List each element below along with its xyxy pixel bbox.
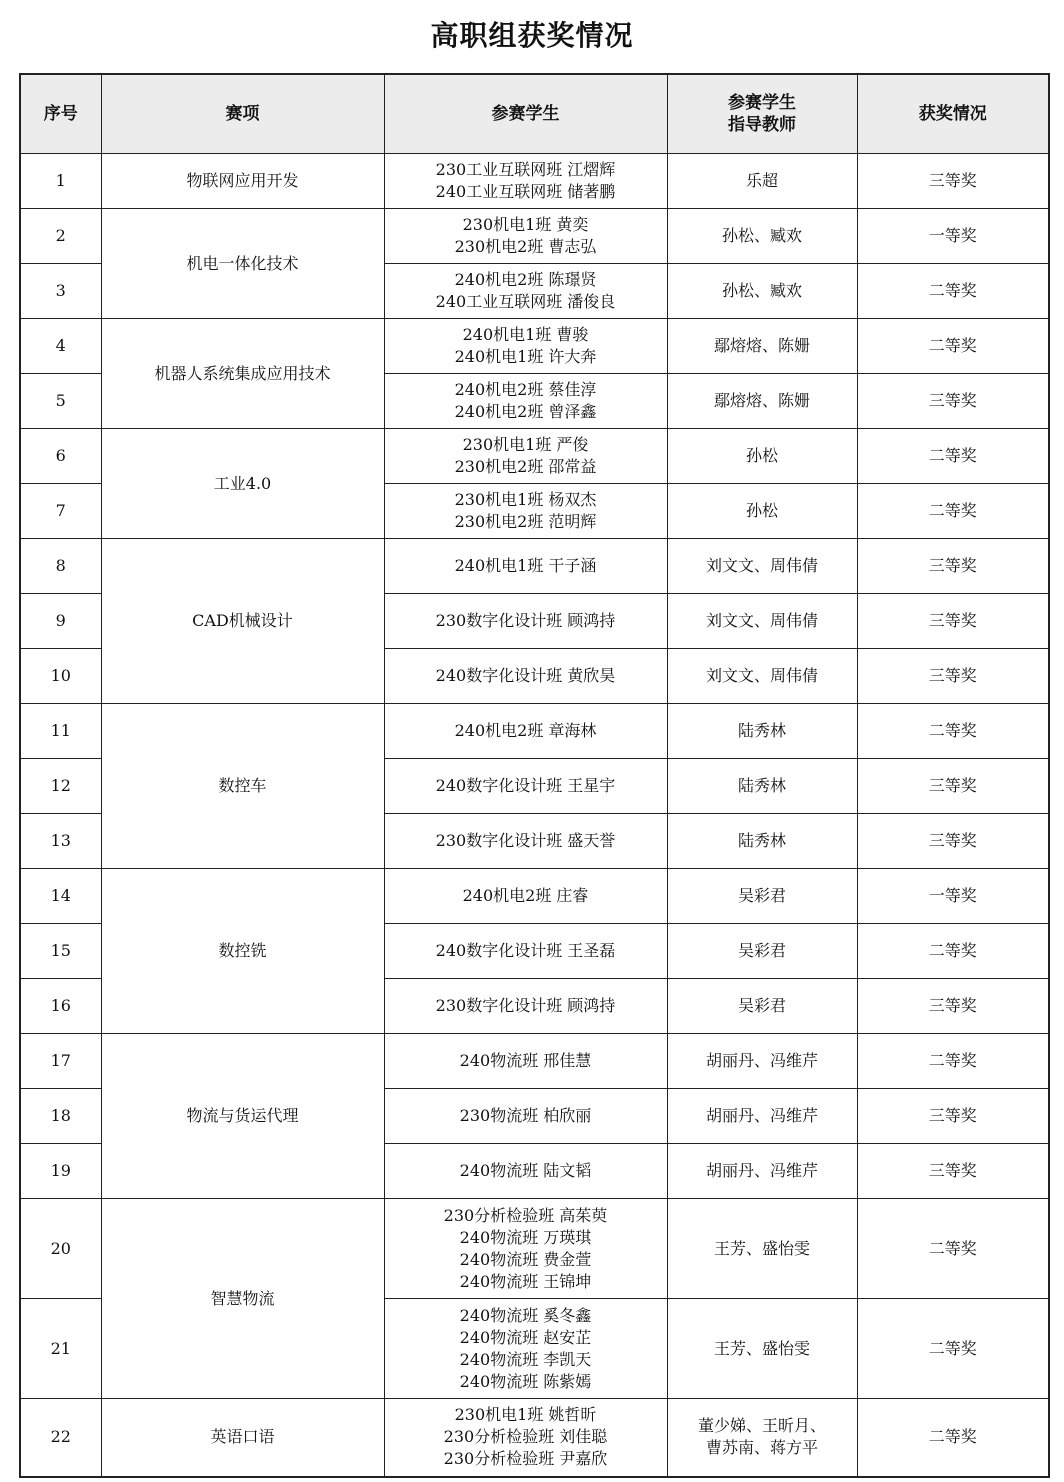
- row-no: 4: [20, 319, 101, 374]
- row-teacher: 胡丽丹、冯维芹: [667, 1089, 857, 1144]
- row-students: 240机电2班 蔡佳淳 240机电2班 曾泽鑫: [384, 374, 667, 429]
- row-no: 6: [20, 429, 101, 484]
- row-award: 二等奖: [857, 429, 1049, 484]
- row-no: 5: [20, 374, 101, 429]
- row-award: 二等奖: [857, 319, 1049, 374]
- row-teacher: 乐超: [667, 154, 857, 209]
- table-row: [20, 539, 1049, 594]
- row-event: 物联网应用开发: [101, 154, 384, 209]
- row-teacher: 陆秀林: [667, 759, 857, 814]
- header-no: 序号: [20, 74, 101, 154]
- row-award: 二等奖: [857, 484, 1049, 539]
- row-students: 240物流班 邢佳慧: [384, 1034, 667, 1089]
- row-teacher: 陆秀林: [667, 704, 857, 759]
- row-teacher: 鄢熔熔、陈姗: [667, 374, 857, 429]
- row-award: 三等奖: [857, 759, 1049, 814]
- row-award: 一等奖: [857, 209, 1049, 264]
- row-no: 18: [20, 1089, 101, 1144]
- table-row: [20, 154, 1049, 209]
- row-award: 二等奖: [857, 704, 1049, 759]
- row-award: 三等奖: [857, 649, 1049, 704]
- row-no: 2: [20, 209, 101, 264]
- row-no: 15: [20, 924, 101, 979]
- header-teacher: 参赛学生 指导教师: [667, 74, 857, 154]
- row-event: 机器人系统集成应用技术: [101, 319, 384, 429]
- row-teacher: 孙松: [667, 429, 857, 484]
- row-students: 230数字化设计班 顾鸿持: [384, 979, 667, 1034]
- row-students: 240机电2班 陈璟贤 240工业互联网班 潘俊良: [384, 264, 667, 319]
- row-students: 240机电1班 曹骏 240机电1班 许大奔: [384, 319, 667, 374]
- row-students: 230数字化设计班 盛天誉: [384, 814, 667, 869]
- row-students: 230数字化设计班 顾鸿持: [384, 594, 667, 649]
- row-no: 17: [20, 1034, 101, 1089]
- row-teacher: 陆秀林: [667, 814, 857, 869]
- row-teacher: 董少娣、王昕月、 曹苏南、蒋方平: [667, 1399, 857, 1477]
- awards-table: [19, 73, 1050, 1478]
- row-students: 240数字化设计班 王星宇: [384, 759, 667, 814]
- row-event: 智慧物流: [101, 1199, 384, 1399]
- row-students: 230机电1班 杨双杰 230机电2班 范明辉: [384, 484, 667, 539]
- row-students: 240物流班 陆文韬: [384, 1144, 667, 1199]
- row-students: 230机电1班 黄奕 230机电2班 曹志弘: [384, 209, 667, 264]
- row-award: 三等奖: [857, 979, 1049, 1034]
- row-no: 21: [20, 1299, 101, 1399]
- row-teacher: 王芳、盛怡雯: [667, 1199, 857, 1299]
- header-award: 获奖情况: [857, 74, 1049, 154]
- table-row: [20, 319, 1049, 374]
- row-no: 16: [20, 979, 101, 1034]
- row-award: 二等奖: [857, 264, 1049, 319]
- table-row: [20, 429, 1049, 484]
- row-event: 工业4.0: [101, 429, 384, 539]
- row-no: 12: [20, 759, 101, 814]
- row-teacher: 孙松: [667, 484, 857, 539]
- row-no: 1: [20, 154, 101, 209]
- row-event: 英语口语: [101, 1399, 384, 1477]
- row-no: 22: [20, 1399, 101, 1477]
- row-no: 9: [20, 594, 101, 649]
- row-teacher: 孙松、臧欢: [667, 264, 857, 319]
- row-students: 240机电1班 干子涵: [384, 539, 667, 594]
- row-students: 240数字化设计班 黄欣昊: [384, 649, 667, 704]
- row-no: 10: [20, 649, 101, 704]
- row-award: 二等奖: [857, 1199, 1049, 1299]
- header-students: 参赛学生: [384, 74, 667, 154]
- row-teacher: 吴彩君: [667, 869, 857, 924]
- table-row: [20, 1399, 1049, 1477]
- row-no: 19: [20, 1144, 101, 1199]
- row-award: 三等奖: [857, 1144, 1049, 1199]
- row-students: 230分析检验班 高茱萸 240物流班 万瑛琪 240物流班 费金萱 240物流班 王锦坤: [384, 1199, 667, 1299]
- row-students: 230机电1班 姚哲昕 230分析检验班 刘佳聪 230分析检验班 尹嘉欣: [384, 1399, 667, 1477]
- row-teacher: 刘文文、周伟倩: [667, 539, 857, 594]
- row-students: 230机电1班 严俊 230机电2班 邵常益: [384, 429, 667, 484]
- row-teacher: 吴彩君: [667, 924, 857, 979]
- header-row: [20, 74, 1049, 154]
- row-award: 二等奖: [857, 924, 1049, 979]
- row-no: 11: [20, 704, 101, 759]
- row-award: 三等奖: [857, 814, 1049, 869]
- row-students: 230工业互联网班 江熠辉 240工业互联网班 储著鹏: [384, 154, 667, 209]
- row-no: 14: [20, 869, 101, 924]
- row-event: CAD机械设计: [101, 539, 384, 704]
- page-title: 高职组获奖情况: [430, 19, 634, 52]
- row-students: 230物流班 柏欣丽: [384, 1089, 667, 1144]
- row-award: 二等奖: [857, 1299, 1049, 1399]
- row-award: 三等奖: [857, 594, 1049, 649]
- row-award: 二等奖: [857, 1034, 1049, 1089]
- row-no: 3: [20, 264, 101, 319]
- row-award: 三等奖: [857, 374, 1049, 429]
- row-teacher: 胡丽丹、冯维芹: [667, 1034, 857, 1089]
- row-teacher: 胡丽丹、冯维芹: [667, 1144, 857, 1199]
- row-award: 一等奖: [857, 869, 1049, 924]
- row-award: 三等奖: [857, 154, 1049, 209]
- table-row: [20, 209, 1049, 264]
- row-award: 三等奖: [857, 539, 1049, 594]
- row-students: 240物流班 奚冬鑫 240物流班 赵安芷 240物流班 李凯天 240物流班 陈紫嫣: [384, 1299, 667, 1399]
- row-teacher: 刘文文、周伟倩: [667, 649, 857, 704]
- row-teacher: 吴彩君: [667, 979, 857, 1034]
- row-students: 240机电2班 章海林: [384, 704, 667, 759]
- row-no: 7: [20, 484, 101, 539]
- row-event: 物流与货运代理: [101, 1034, 384, 1199]
- row-no: 8: [20, 539, 101, 594]
- table-row: [20, 869, 1049, 924]
- row-teacher: 刘文文、周伟倩: [667, 594, 857, 649]
- table-row: [20, 1199, 1049, 1299]
- row-event: 机电一体化技术: [101, 209, 384, 319]
- row-no: 20: [20, 1199, 101, 1299]
- row-award: 二等奖: [857, 1399, 1049, 1477]
- row-teacher: 鄢熔熔、陈姗: [667, 319, 857, 374]
- row-teacher: 王芳、盛怡雯: [667, 1299, 857, 1399]
- table-row: [20, 1034, 1049, 1089]
- row-event: 数控车: [101, 704, 384, 869]
- row-no: 13: [20, 814, 101, 869]
- row-students: 240数字化设计班 王圣磊: [384, 924, 667, 979]
- row-teacher: 孙松、臧欢: [667, 209, 857, 264]
- row-award: 三等奖: [857, 1089, 1049, 1144]
- row-event: 数控铣: [101, 869, 384, 1034]
- row-students: 240机电2班 庄睿: [384, 869, 667, 924]
- table-row: [20, 704, 1049, 759]
- header-event: 赛项: [101, 74, 384, 154]
